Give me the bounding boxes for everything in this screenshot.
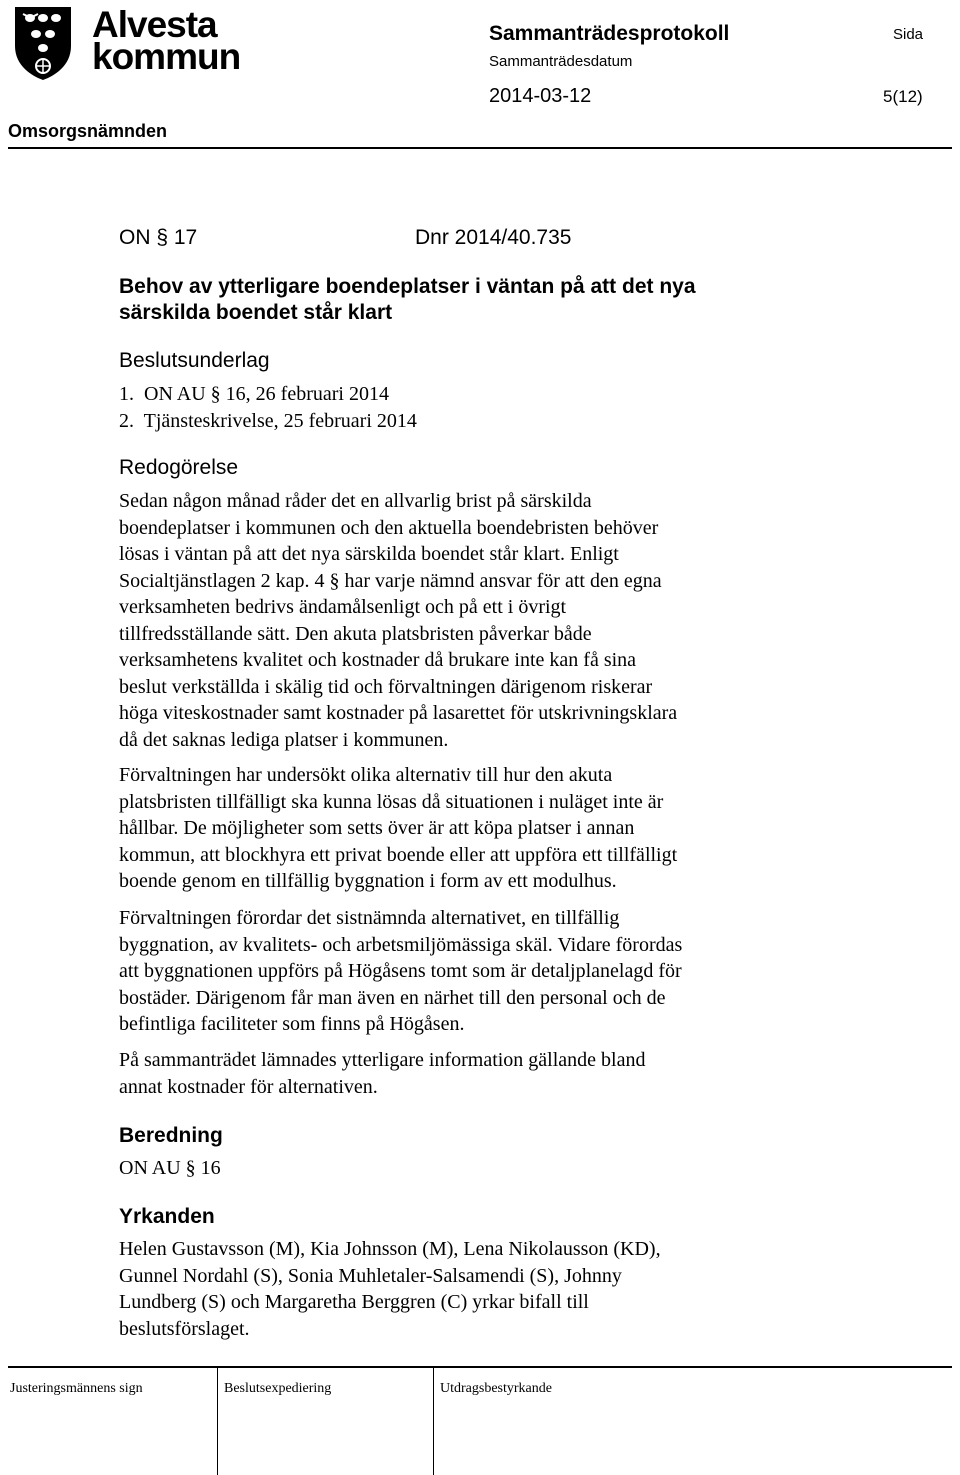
yrkanden-text [119, 1236, 799, 1342]
paragraph-line: Lundberg (S) och Margaretha Berggren (C) yrkar bifall till [119, 1291, 589, 1313]
beslutsunderlag-list [119, 381, 799, 434]
paragraph-line: beslut verkställda i skälig tid och förvaltningen därigenom riskerar [119, 675, 653, 698]
committee-name: Omsorgsnämnden [8, 121, 168, 141]
paragraph-line: då det saknas lediga platser i kommunen. [119, 728, 449, 751]
paragraph-line: hållbar. De möjligheter som setts över är att köpa platser i annan [119, 817, 635, 839]
paragraph-line: boendeplatser i kommunen och den aktuella boendebristen behöver [119, 516, 659, 539]
case-title [119, 274, 696, 326]
footer-column-divider [217, 1366, 218, 1475]
beredning-heading: Beredning [119, 1124, 223, 1147]
paragraph-line: att byggnationen uppförs på Högåsens tomt som är detaljplanelagd för [119, 960, 682, 982]
redogorelse-heading: Redogörelse [119, 456, 239, 479]
paragraph-line: ON AU § 16 [119, 1157, 221, 1179]
redogorelse-paragraph-3 [119, 905, 799, 1038]
paragraph-line: annat kostnader för alternativen. [119, 1075, 378, 1098]
document-title: Sammanträdesprotokoll [489, 22, 730, 45]
paragraph-line: befintliga faciliteter som finns på Högåsen. [119, 1013, 465, 1035]
list-item: 1. ON AU § 16, 26 februari 2014 [119, 383, 389, 405]
paragraph-line: tillfredsställande sätt. Den akuta platsbristen påverkar både [119, 622, 592, 645]
paragraph-line: verksamhetens kvalitet och kostnader då brukare inte kan få sina [119, 649, 637, 671]
logo-wordmark-line2: kommun [92, 36, 241, 77]
paragraph-line: kommun, att blockhyra ett privat boende eller att uppföra ett tillfälligt [119, 843, 678, 866]
meeting-date: 2014-03-12 [489, 85, 592, 107]
coat-of-arms-icon [12, 4, 74, 82]
footer-dispatch-label: Beslutsexpediering [224, 1381, 332, 1396]
redogorelse-paragraph-1 [119, 488, 799, 753]
case-title-line: Behov av ytterligare boendeplatser i väntan på att det nya [119, 275, 696, 298]
paragraph-line: höga viteskostnader samt kostnader på lasarettet för utskrivningsklara [119, 702, 678, 724]
paragraph-line: Socialtjänstlagen 2 kap. 4 § har varje nämnd ansvar för att den egna [119, 569, 662, 592]
paragraph-line: lösas i väntan på att det nya särskilda boendet står klart. Enligt [119, 543, 619, 565]
paragraph-line: byggnation, av kvalitets- och arbetsmiljömässiga skäl. Vidare förordas [119, 933, 683, 956]
paragraph-line: Förvaltningen har undersökt olika alternativ till hur den akuta [119, 764, 613, 786]
paragraph-line: platsbristen tillfälligt ska kunna lösas då situationen i nuläget inte är [119, 790, 664, 813]
paragraph-line: Gunnel Nordahl (S), Sonia Muhletaler-Salsamendi (S), Johnny [119, 1264, 622, 1287]
beslutsunderlag-heading: Beslutsunderlag [119, 349, 270, 372]
redogorelse-paragraph-4 [119, 1047, 799, 1100]
redogorelse-paragraph-2 [119, 762, 799, 895]
paragraph-line: Helen Gustavsson (M), Kia Johnsson (M), Lena Nikolausson (KD), [119, 1238, 661, 1260]
paragraph-line: Förvaltningen förordar det sistnämnda alternativet, en tillfällig [119, 907, 620, 929]
paragraph-line: beslutsförslaget. [119, 1317, 250, 1340]
beredning-text [119, 1155, 799, 1182]
paragraph-line: verksamheten bedrivs ändamålsenligt och på ett i övrigt [119, 596, 567, 618]
municipal-coat-of-arms-logo [12, 4, 74, 82]
page-number: 5(12) [883, 87, 923, 106]
meeting-date-label: Sammanträdesdatum [489, 53, 633, 70]
footer-extract-certification-label: Utdragsbestyrkande [440, 1381, 552, 1396]
case-dnr: Dnr 2014/40.735 [415, 226, 572, 249]
case-title-line: särskilda boendet står klart [119, 301, 393, 324]
page-label: Sida [893, 26, 924, 43]
paragraph-line: Sedan någon månad råder det en allvarlig brist på särskilda [119, 490, 592, 512]
header-divider [8, 147, 952, 149]
footer-column-divider [433, 1366, 434, 1475]
footer-divider [8, 1366, 952, 1368]
paragraph-line: boende genom en tillfällig byggnation i form av ett modulhus. [119, 870, 617, 892]
paragraph-line: På sammanträdet lämnades ytterligare information gällande bland [119, 1049, 646, 1071]
list-item: 2. Tjänsteskrivelse, 25 februari 2014 [119, 409, 417, 432]
logo-wordmark-line1: Alvesta [92, 4, 217, 45]
yrkanden-heading: Yrkanden [119, 1205, 215, 1228]
case-id: ON § 17 [119, 226, 198, 249]
footer-adjuster-signature-label: Justeringsmännens sign [10, 1381, 143, 1396]
paragraph-line: bostäder. Därigenom får man även en närhet till den personal och de [119, 986, 666, 1009]
